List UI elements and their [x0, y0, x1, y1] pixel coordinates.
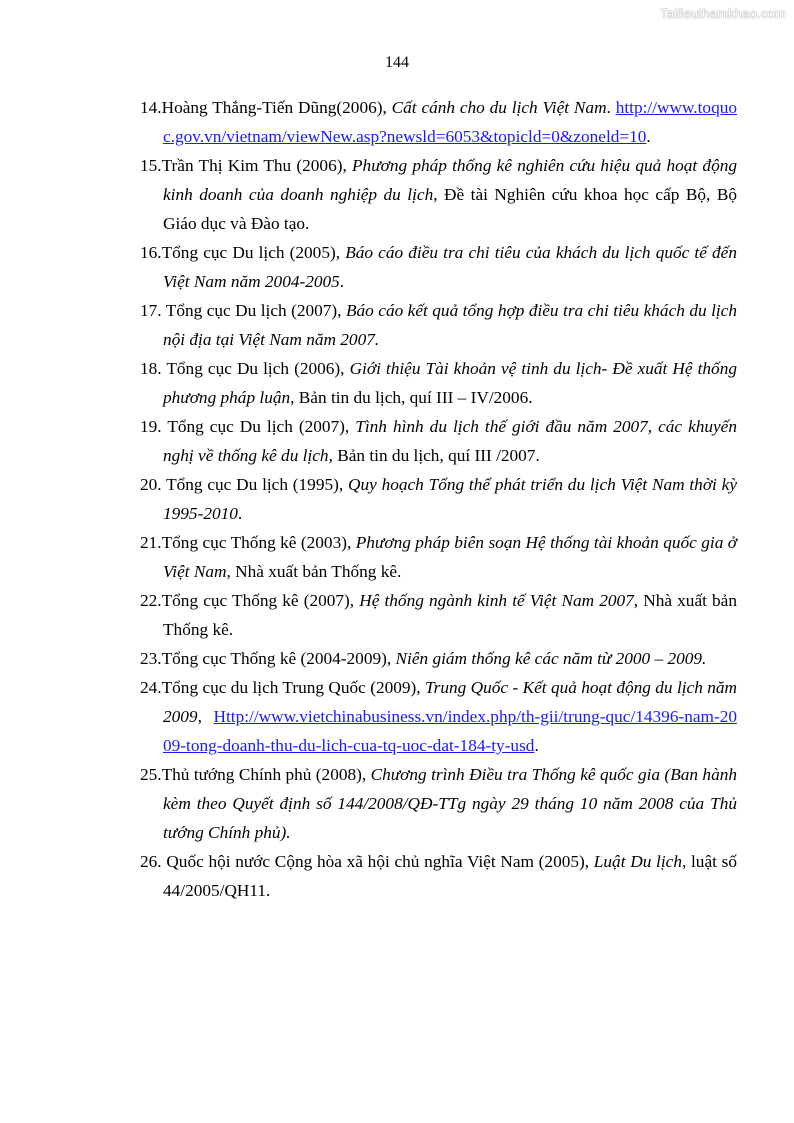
- reference-item: [140, 470, 737, 528]
- ref-link[interactable]: http://www.toquoc.gov.vn/vietnam/viewNew.asp?newsld=6053&topicld=0&zoneld=10: [163, 98, 737, 146]
- ref-number: 23.: [140, 649, 162, 668]
- reference-list: [140, 93, 737, 905]
- ref-title: Chương trình Điều tra Thống kê quốc gia (Ban hành kèm theo Quyết định số 144/2008/QĐ-TTg ngày 29 tháng 10 năm 2008 của Thủ tướng Chính phủ).: [163, 765, 737, 842]
- watermark: Tailieuthamkhao.com: [660, 6, 786, 21]
- ref-author: Tổng cục Du lịch (1995),: [166, 475, 348, 494]
- ref-number: 21.: [140, 533, 162, 552]
- ref-rest: ,: [197, 707, 214, 726]
- ref-link[interactable]: Http://www.vietchinabusiness.vn/index.php/th-gii/trung-quc/14396-nam-2009-tong-doanh-thu-du-lich-cua-tq-uoc-dat-184-ty-usd: [163, 707, 737, 755]
- ref-rest: , Nhà xuất bản Thống kê.: [226, 562, 402, 581]
- ref-rest: , luật số 44/2005/QH11.: [163, 852, 738, 900]
- ref-title: Luật Du lịch: [593, 852, 682, 871]
- reference-item: [140, 354, 737, 412]
- reference-item: [140, 93, 737, 151]
- ref-rest: , Bản tin du lịch, quí III – IV/2006.: [290, 388, 533, 407]
- reference-item: [140, 296, 737, 354]
- ref-tail: .: [534, 736, 539, 755]
- ref-number: 18.: [140, 359, 167, 378]
- ref-rest: .: [339, 272, 345, 291]
- reference-item: [140, 760, 737, 847]
- ref-number: 15.: [140, 156, 162, 175]
- reference-item: [140, 673, 737, 760]
- ref-rest: Bản tin du lịch, quí III /2007.: [332, 446, 540, 465]
- ref-title: Báo cáo điều tra chi tiêu của khách du lịch quốc tế đến Việt Nam năm 2004-2005: [163, 243, 737, 291]
- ref-number: 19.: [140, 417, 168, 436]
- reference-item: [140, 586, 737, 644]
- ref-title: Quy hoạch Tổng thể phát triển du lịch Việt Nam thời kỳ 1995-2010: [163, 475, 737, 523]
- reference-item: [140, 238, 737, 296]
- ref-number: 14.: [140, 98, 162, 117]
- ref-title: Tình hình du lịch thế giới đầu năm 2007, các khuyến nghị về thống kê du lịch,: [163, 417, 737, 465]
- ref-author: Trần Thị Kim Thu (2006),: [161, 156, 352, 175]
- ref-author: Thủ tướng Chính phủ (2008),: [161, 765, 371, 784]
- ref-author: Hoàng Thắng-Tiến Dũng(2006),: [161, 98, 392, 117]
- ref-title: Trung Quốc - Kết quả hoạt động du lịch năm 2009: [163, 678, 737, 726]
- reference-item: [140, 528, 737, 586]
- ref-number: 25.: [140, 765, 162, 784]
- ref-author: Quốc hội nước Cộng hòa xã hội chủ nghĩa Việt Nam (2005),: [166, 852, 594, 871]
- ref-title: Báo cáo kết quả tổng hợp điều tra chi tiêu khách du lịch nội địa tại Việt Nam năm 2007.: [163, 301, 737, 349]
- reference-item: [140, 151, 737, 238]
- ref-author: Tổng cục Thống kê (2003),: [161, 533, 356, 552]
- ref-author: Tổng cục Du lịch (2005),: [161, 243, 346, 262]
- reference-item: [140, 644, 737, 673]
- ref-number: 26.: [140, 852, 167, 871]
- reference-item: [140, 847, 737, 905]
- ref-title: Cất cánh cho du lịch Việt Nam: [391, 98, 607, 117]
- ref-rest: .: [606, 98, 616, 117]
- ref-title: Giới thiệu Tài khoản vệ tinh du lịch- Đề xuất Hệ thống phương pháp luận: [163, 359, 737, 407]
- ref-number: 24.: [140, 678, 162, 697]
- ref-rest: , Nhà xuất bản Thống kê.: [163, 591, 737, 639]
- ref-rest: , Đề tài Nghiên cứu khoa học cấp Bộ, Bộ Giáo dục và Đào tạo.: [163, 185, 737, 233]
- ref-author: Tổng cục Du lịch (2006),: [166, 359, 350, 378]
- ref-title: Phương pháp thống kê nghiên cứu hiệu quả hoạt động kinh doanh của doanh nghiệp du lịch: [163, 156, 737, 204]
- ref-title: Niên giám thống kê các năm từ 2000 – 2009.: [395, 649, 707, 668]
- ref-author: Tổng cục Du lịch (2007),: [165, 301, 346, 320]
- reference-item: [140, 412, 737, 470]
- ref-number: 17.: [140, 301, 166, 320]
- ref-tail: .: [646, 127, 651, 146]
- ref-author: Tổng cục Thống kê (2007),: [161, 591, 360, 610]
- ref-rest: .: [237, 504, 243, 523]
- ref-author: Tổng cục Thống kê (2004-2009),: [161, 649, 396, 668]
- ref-number: 22.: [140, 591, 162, 610]
- ref-title: Hệ thống ngành kinh tế Việt Nam 2007: [359, 591, 634, 610]
- ref-title: Phương pháp biên soạn Hệ thống tài khoản quốc gia ở Việt Nam: [163, 533, 737, 581]
- ref-author: Tổng cục du lịch Trung Quốc (2009),: [161, 678, 425, 697]
- page-number: 144: [385, 54, 409, 71]
- ref-number: 16.: [140, 243, 162, 262]
- ref-author: Tổng cục Du lịch (2007),: [167, 417, 356, 436]
- ref-number: 20.: [140, 475, 167, 494]
